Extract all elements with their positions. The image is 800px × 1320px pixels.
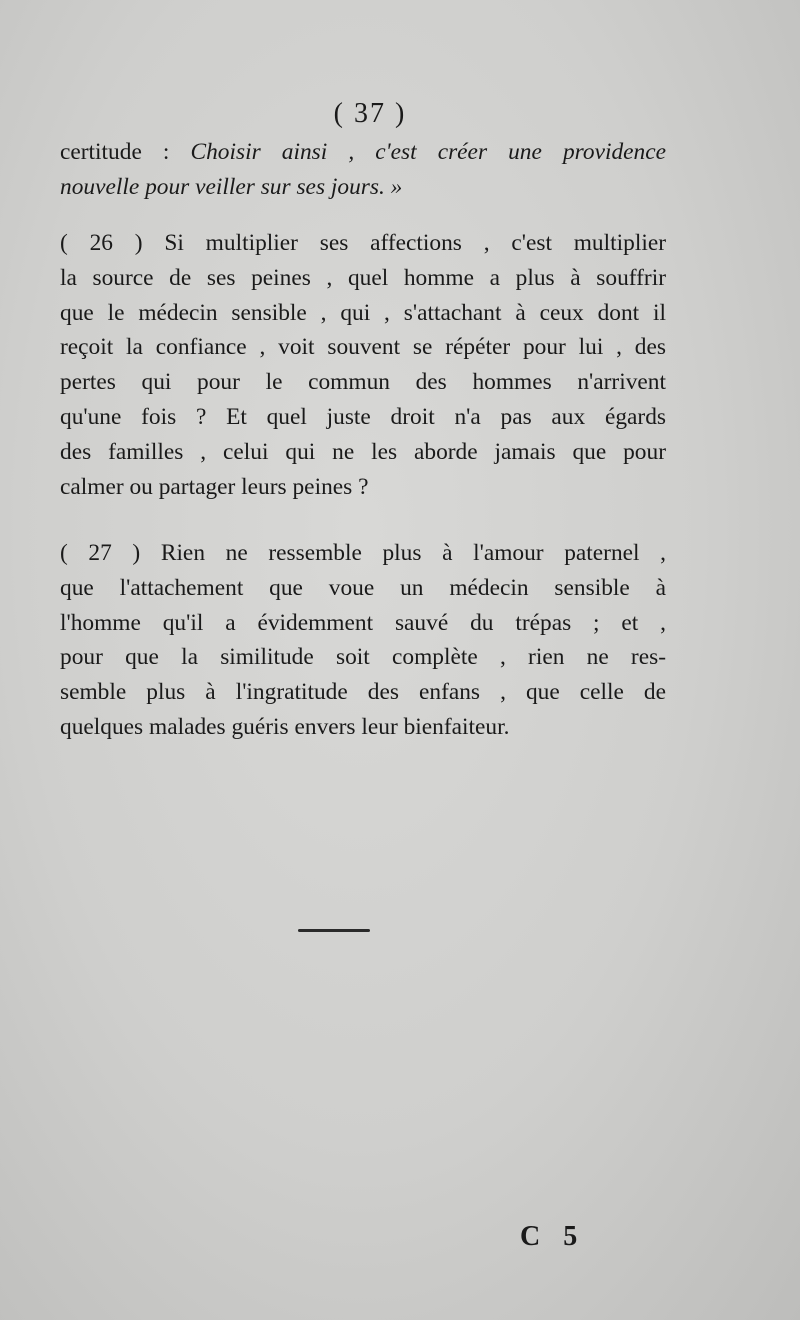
text-line [60, 226, 666, 261]
text-line [60, 365, 666, 400]
text-segment: ( 27 ) Rien ne ressemble plus à l'amour paternel , [60, 540, 666, 566]
text-segment: Choisir ainsi , c'est créer une providence [190, 139, 667, 165]
text-line [60, 606, 666, 641]
text-line [60, 296, 666, 331]
text-segment: semble plus à l'ingratitude des enfans , que celle de [60, 679, 666, 706]
note-26-paragraph [60, 226, 666, 504]
text-line [60, 536, 666, 571]
text-segment: l'homme qu'il a évidemment sauvé du trépas ; et , [60, 609, 666, 636]
text-line [60, 435, 666, 470]
text-line [60, 135, 666, 170]
text-segment: certitude : [60, 139, 191, 165]
text-line [60, 261, 666, 296]
text-segment: la source de ses peines , quel homme a plus à souffrir [60, 264, 666, 291]
paragraph-continuation [60, 135, 666, 205]
note-27-paragraph [60, 536, 666, 745]
text-segment: reçoit la confiance , voit souvent se répéter pour lui , des [60, 334, 666, 361]
text-segment: pour que la similitude soit complète , rien ne res- [60, 644, 666, 671]
text-segment: pertes qui pour le commun des hommes n'arrivent [60, 369, 666, 396]
section-divider-rule [298, 929, 370, 932]
text-line [60, 675, 666, 710]
text-segment: ( 26 ) Si multiplier ses affections , c'est multiplier [60, 230, 666, 256]
text-segment: nouvelle pour veiller sur ses jours. » [60, 173, 403, 200]
signature-mark: C 5 [520, 1221, 586, 1252]
text-line [60, 470, 666, 505]
text-segment: quelques malades guéris envers leur bienfaiteur. [60, 713, 510, 740]
text-line [60, 640, 666, 675]
text-line [60, 330, 666, 365]
text-line [60, 400, 666, 435]
text-segment: que le médecin sensible , qui , s'attachant à ceux dont il [60, 299, 666, 326]
text-line [60, 170, 666, 205]
text-segment: qu'une fois ? Et quel juste droit n'a pas aux égards [60, 403, 666, 430]
text-segment: calmer ou partager leurs peines ? [60, 473, 369, 500]
page-number: ( 37 ) [333, 98, 407, 129]
text-line [60, 571, 666, 606]
text-segment: que l'attachement que voue un médecin sensible à [60, 574, 666, 601]
text-line [60, 710, 666, 745]
text-segment: des familles , celui qui ne les aborde jamais que pour [60, 438, 666, 465]
